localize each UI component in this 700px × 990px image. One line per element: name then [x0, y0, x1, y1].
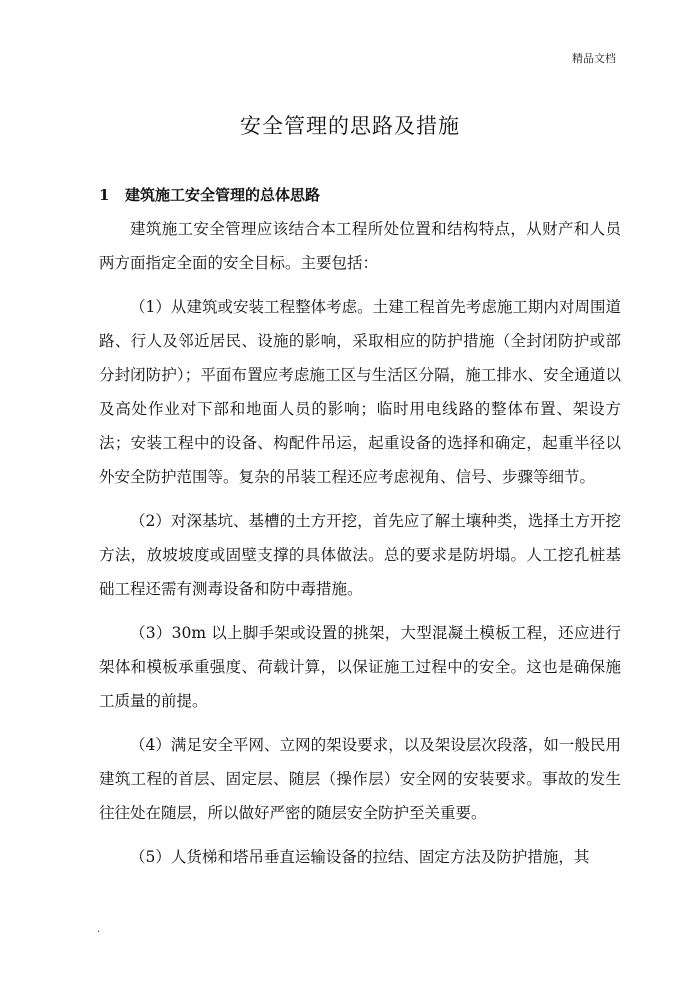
paragraph-item-5: （5）人货梯和塔吊垂直运输设备的拉结、固定方法及防护措施，其	[130, 848, 590, 866]
paragraph-item-2: （2）对深基坑、基槽的土方开挖，首先应了解土壤种类，选择土方开挖方法，放坡坡度或固壁支撑的具体做法。总的要求是防坍塌。人工挖孔桩基础工程还需有测毒设备和防中毒措施。	[99, 512, 621, 598]
section-heading-text: 建筑施工安全管理的总体思路	[125, 186, 321, 204]
paragraph-item-4: （4）满足安全平网、立网的架设要求，以及架设层次段落，如一般民用建筑工程的首层、固定层、随层（操作层）安全网的安装要求。事故的发生往往处在随层，所以做好严密的随层安全防护至关重要。	[99, 736, 621, 822]
paragraph-intro: 建筑施工安全管理应该结合本工程所处位置和结构特点，从财产和人员两方面指定全面的安全目标。主要包括：	[99, 220, 621, 272]
page-title: 安全管理的思路及措施	[240, 114, 460, 138]
section-heading	[99, 184, 320, 205]
document-header-tag: 精品文档	[572, 52, 616, 65]
section-number: 1	[99, 186, 110, 204]
body-text	[99, 212, 621, 884]
paragraph-item-1: （1）从建筑或安装工程整体考虑。土建工程首先考虑施工期内对周围道路、行人及邻近居民、设施的影响，采取相应的防护措施（全封闭防护或部分封闭防护）；平面布置应考虑施工区与生活区分隔，施工排水、安全通道以及高处作业对下部和地面人员的影响；临时用电线路的整体布置、架设方法；安装工程中的设备、构配件吊运，起重设备的选择和确定，起重半径以外安全防护范围等。复杂的吊装工程还应考虑视角、信号、步骤等细节。	[99, 298, 621, 486]
paragraph-item-3: （3）30m 以上脚手架或设置的挑架，大型混凝土模板工程，还应进行架体和模板承重强度、荷载计算，以保证施工过程中的安全。这也是确保施工质量的前提。	[99, 624, 621, 710]
footer-mark: .	[97, 924, 101, 935]
